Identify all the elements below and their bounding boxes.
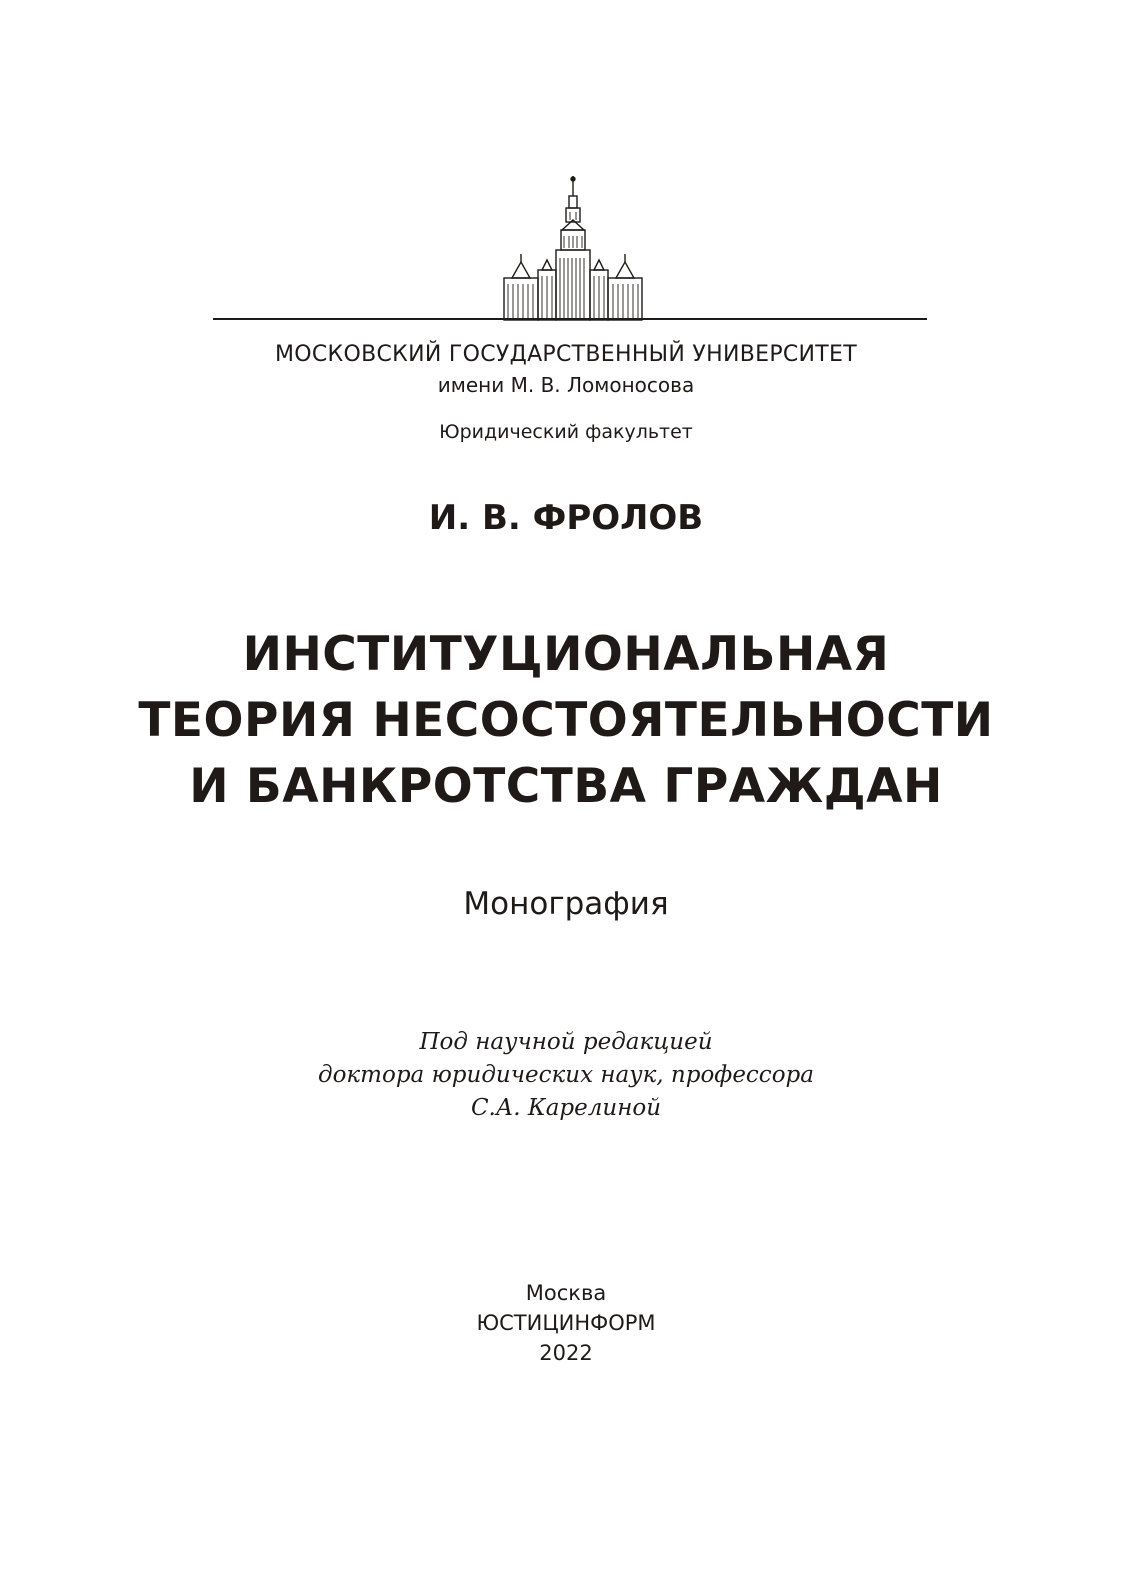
imprint-publisher: ЮСТИЦИНФОРМ [476, 1311, 656, 1335]
editor-credit-line: С.А. Карелиной [470, 1095, 662, 1121]
university-subtitle: имени М. В. Ломоносова [437, 373, 695, 397]
editor-credit [0, 1026, 1132, 1125]
university-name: МОСКОВСКИЙ ГОСУДАРСТВЕННЫЙ УНИВЕРСИТЕТ [275, 342, 857, 367]
imprint-year: 2022 [539, 1341, 593, 1365]
book-title-line: ТЕОРИЯ НЕСОСТОЯТЕЛЬНОСТИ [138, 693, 994, 748]
editor-credit-line: доктора юридических наук, профессора [318, 1062, 814, 1088]
book-title-line: И БАНКРОТСТВА ГРАЖДАН [189, 759, 943, 814]
book-title-line: ИНСТИТУЦИОНАЛЬНАЯ [242, 627, 890, 682]
book-genre: Монография [463, 886, 669, 922]
author-name: И. В. ФРОЛОВ [428, 498, 704, 538]
editor-credit-line: Под научной редакцией [419, 1029, 713, 1055]
imprint [0, 1278, 1132, 1368]
faculty-name: Юридический факультет [439, 421, 693, 443]
book-title [0, 622, 1132, 820]
imprint-city: Москва [525, 1281, 607, 1305]
logo-divider [213, 318, 927, 320]
msu-main-building-icon [498, 174, 648, 322]
